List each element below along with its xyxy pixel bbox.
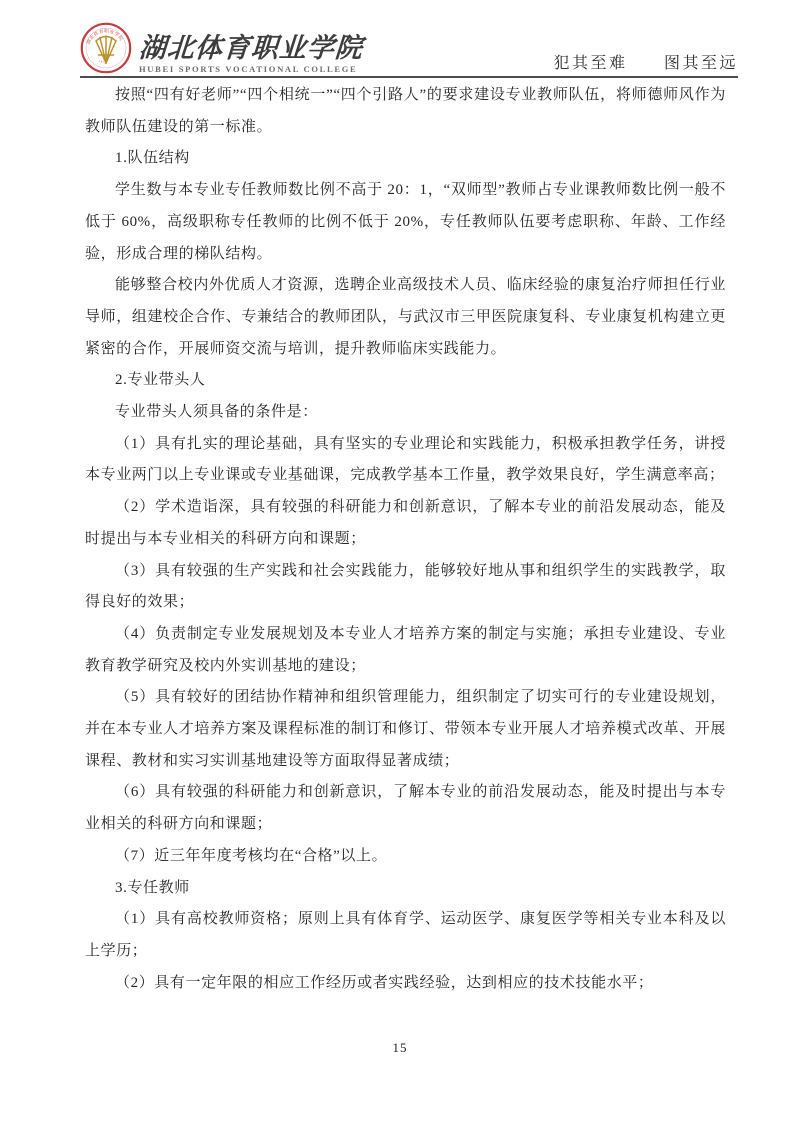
svg-text:1972: 1972 (97, 58, 107, 65)
college-name-en: HUBEI SPORTS VOCATIONAL COLLEGE (139, 64, 358, 74)
paragraph-intro: 按照“四有好老师”“四个相统一”“四个引路人”的要求建设专业教师队伍，将师德师风作为教师队伍建设的第一标准。 (85, 87, 726, 135)
motto-part-2: 图其至远 (663, 55, 738, 72)
section-heading-3: 3.专任教师 (115, 879, 190, 896)
college-names (139, 33, 363, 76)
college-motto (553, 50, 738, 76)
paragraph-condition-3: （3）具有较强的生产实践和社会实践能力，能够较好地从事和组织学生的实践教学，取得良好的效果； (85, 562, 726, 611)
paragraph-condition-5: （5）具有较好的团结协作精神和组织管理能力，组织制定了切实可行的专业建设规划，并在本专业人才培养方案及课程标准的制订和修订、带领本专业开展人才培养模式改革、开展课程、教材和实习实训基地建设等方面取得显著成绩； (85, 689, 726, 769)
svg-text:湖北体育职业学院: 湖北体育职业学院 (85, 28, 125, 45)
college-logo (80, 22, 132, 79)
college-brand (80, 22, 363, 76)
paragraph-condition-2: （2）学术造诣深，具有较强的科研能力和创新意识，了解本专业的前沿发展动态，能及时提出与本专业相关的科研方向和课题； (85, 499, 726, 547)
paragraph-teacher-req-1: （1）具有高校教师资格；原则上具有体育学、运动医学、康复医学等相关专业本科及以上学历； (85, 911, 726, 959)
college-name-zh: 湖北体育职业学院 (137, 33, 365, 63)
document-body (85, 80, 726, 999)
paragraph-condition-4: （4）负责制定专业发展规划及本专业人才培养方案的制定与实施；承担专业建设、专业教育教学研究及校内外实训基地的建设； (85, 625, 726, 674)
page-header (80, 24, 738, 78)
paragraph-condition-1: （1）具有扎实的理论基础，具有坚实的专业理论和实践能力，积极承担教学任务，讲授本专业两门以上专业课或专业基础课，完成教学基本工作量，教学效果良好，学生满意率高； (85, 435, 726, 484)
section-heading-1: 1.队伍结构 (115, 150, 190, 167)
college-emblem-icon (80, 22, 132, 74)
section-heading-2: 2.专业带头人 (115, 372, 206, 389)
paragraph-condition-7: （7）近三年年度考核均在“合格”以上。 (115, 847, 388, 864)
paragraph-condition-6: （6）具有较强的科研能力和创新意识，了解本专业的前沿发展动态，能及时提出与本专业相关的科研方向和课题； (85, 784, 726, 833)
paragraph-teacher-req-2: （2）具有一定年限的相应工作经历或者实践经验，达到相应的技术技能水平； (115, 974, 654, 991)
page-number: 15 (392, 1040, 408, 1055)
paragraph-talent-resources: 能够整合校内外优质人才资源，选聘企业高级技术人员、临床经验的康复治疗师担任行业导师，组建校企合作、专兼结合的教师团队，与武汉市三甲医院康复科、专业康复机构建立更紧密的合作，开展师资交流与培训，提升教师临床实践能力。 (85, 277, 726, 357)
paragraph-team-structure: 学生数与本专业专任教师数比例不高于 20：1，“双师型”教师占专业课教师数比例一般不低于 60%，高级职称专任教师的比例不低于 20%，专任教师队伍要考虑职称、年龄、工作经验，形成合理的梯队结构。 (85, 182, 726, 262)
motto-part-1: 犯其至难 (553, 55, 628, 72)
paragraph-leader-intro: 专业带头人须具备的条件是： (115, 404, 318, 421)
